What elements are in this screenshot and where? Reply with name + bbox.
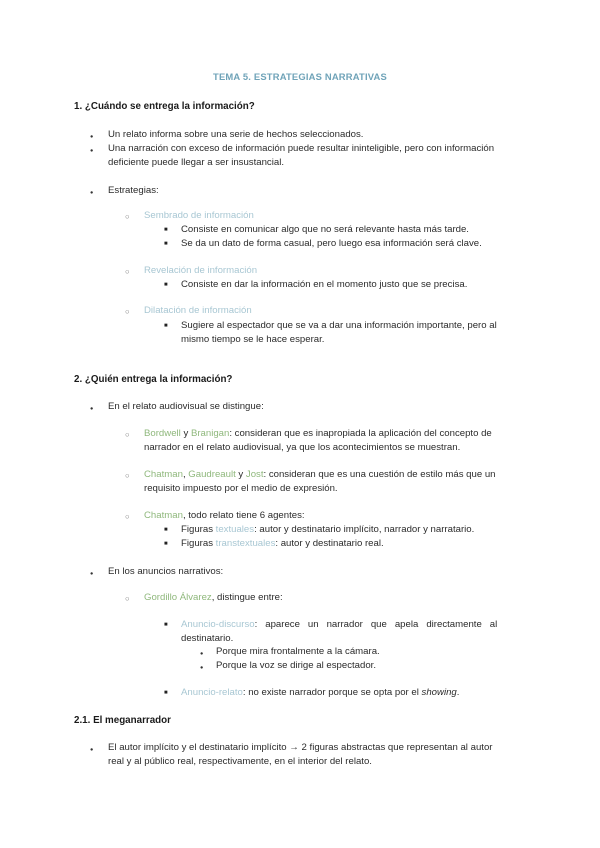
author-bordwell: Bordwell bbox=[144, 428, 181, 439]
square-bullet-icon bbox=[164, 224, 168, 237]
circle-bullet-icon bbox=[125, 210, 130, 223]
bullet-icon bbox=[90, 129, 93, 144]
bullet-icon bbox=[90, 566, 93, 581]
cgj-text: : consideran que es una cuestión de estilo más que un bbox=[263, 469, 496, 480]
circle-bullet-icon bbox=[125, 592, 130, 605]
chatman-agents bbox=[144, 509, 305, 522]
bordwell-branigan-text: : consideran que es inapropiada la aplicación del concepto de bbox=[229, 428, 492, 439]
s2-bullet-2: En los anuncios narrativos: bbox=[108, 566, 224, 577]
section-1-heading: 1. ¿Cuándo se entrega la información? bbox=[74, 101, 255, 112]
section-2-heading: 2. ¿Quién entrega la información? bbox=[74, 374, 233, 385]
author-chatman: Chatman bbox=[144, 469, 183, 480]
section-2-1-heading: 2.1. El meganarrador bbox=[74, 715, 171, 726]
bullet-icon bbox=[90, 143, 93, 158]
author-branigan: Branigan bbox=[190, 428, 230, 439]
author-gordillo: Gordillo Álvarez bbox=[144, 592, 212, 603]
figuras-textuales-text: : autor y destinatario implícito, narrador y narratario. bbox=[254, 524, 475, 535]
page-title: TEMA 5. ESTRATEGIAS NARRATIVAS bbox=[213, 71, 387, 82]
circle-bullet-icon bbox=[125, 510, 130, 523]
dilatacion-item-1-line-2: mismo tiempo se le hace esperar. bbox=[181, 334, 325, 345]
figuras-label: Figuras bbox=[181, 524, 216, 535]
term-dilatacion: Dilatación de información bbox=[144, 305, 252, 316]
chatman-gaudreault-jost-line-2: requisito impuesto por el medio de expresión. bbox=[144, 483, 338, 494]
square-bullet-icon bbox=[164, 524, 168, 537]
square-bullet-icon bbox=[164, 687, 168, 700]
s2-bullet-1: En el relato audiovisual se distingue: bbox=[108, 401, 264, 412]
anuncio-discurso-item-2: Porque la voz se dirige al espectador. bbox=[216, 660, 376, 671]
author-gaudreault: Gaudreault bbox=[188, 469, 236, 480]
bullet-icon bbox=[90, 742, 93, 757]
revelacion-item-1: Consiste en dar la información en el momento justo que se precisa. bbox=[181, 279, 468, 290]
chatman-agents-text: , todo relato tiene 6 agentes: bbox=[182, 510, 305, 521]
bullet-icon bbox=[200, 660, 203, 675]
gordillo-line bbox=[144, 591, 283, 604]
figuras-textuales bbox=[181, 523, 474, 536]
term-transtextuales: transtextuales bbox=[215, 538, 276, 549]
s1-bullet-1: Un relato informa sobre una serie de hechos seleccionados. bbox=[108, 129, 364, 140]
anuncio-relato-line bbox=[181, 686, 459, 699]
period: . bbox=[456, 687, 460, 698]
anuncio-discurso-line-1 bbox=[181, 618, 497, 631]
square-bullet-icon bbox=[164, 279, 168, 292]
term-textuales: textuales bbox=[215, 524, 255, 535]
term-showing: showing bbox=[421, 687, 457, 698]
conjunction: y bbox=[235, 469, 246, 480]
circle-bullet-icon bbox=[125, 265, 130, 278]
figuras-transtextuales bbox=[181, 537, 384, 550]
dilatacion-item-1-line-1: Sugiere al espectador que se va a dar una información importante, pero al bbox=[181, 320, 497, 331]
term-anuncio-discurso: Anuncio-discurso bbox=[181, 619, 255, 630]
circle-bullet-icon bbox=[125, 305, 130, 318]
author-jost: Jost bbox=[245, 469, 264, 480]
chatman-gaudreault-jost-line-1 bbox=[144, 468, 496, 481]
sembrado-item-2: Se da un dato de forma casual, pero luego esa información será clave. bbox=[181, 238, 482, 249]
term-revelacion: Revelación de información bbox=[144, 265, 258, 276]
gordillo-text: , distingue entre: bbox=[211, 592, 283, 603]
comma: , bbox=[182, 469, 189, 480]
anuncio-discurso-line-2: destinatario. bbox=[181, 633, 234, 644]
bullet-icon bbox=[90, 185, 93, 200]
s1-bullet-2-line-1: Una narración con exceso de información puede resultar ininteligible, pero con información bbox=[108, 143, 495, 154]
anuncio-discurso-item-1: Porque mira frontalmente a la cámara. bbox=[216, 646, 380, 657]
anuncio-relato-text: : no existe narrador porque se opta por el bbox=[242, 687, 422, 698]
square-bullet-icon bbox=[164, 320, 168, 333]
s1-bullet-2-line-2: deficiente puede llegar a ser insustancial. bbox=[108, 157, 284, 168]
term-anuncio-relato: Anuncio-relato bbox=[181, 687, 243, 698]
bordwell-branigan-line-1 bbox=[144, 427, 492, 440]
s1-bullet-3: Estrategias: bbox=[108, 185, 159, 196]
bordwell-branigan-line-2: narrador en el relato audiovisual, ya que los acontecimientos se muestran. bbox=[144, 442, 461, 453]
s21-bullet-1-line-2: real y al público real, respectivamente, en el interior del relato. bbox=[108, 756, 372, 767]
s21-bullet-1-line-1: El autor implícito y el destinatario implícito → 2 figuras abstractas que representan al autor bbox=[108, 742, 493, 753]
conjunction: y bbox=[180, 428, 191, 439]
figuras-transtextuales-text: : autor y destinatario real. bbox=[275, 538, 384, 549]
anuncio-discurso-text: : aparece un narrador que apela directamente al bbox=[254, 619, 498, 630]
circle-bullet-icon bbox=[125, 469, 130, 482]
author-chatman-2: Chatman bbox=[144, 510, 183, 521]
sembrado-item-1: Consiste en comunicar algo que no será relevante hasta más tarde. bbox=[181, 224, 469, 235]
square-bullet-icon bbox=[164, 238, 168, 251]
square-bullet-icon bbox=[164, 538, 168, 551]
square-bullet-icon bbox=[164, 619, 168, 632]
bullet-icon bbox=[200, 646, 203, 661]
figuras-label: Figuras bbox=[181, 538, 216, 549]
term-sembrado: Sembrado de información bbox=[144, 210, 254, 221]
circle-bullet-icon bbox=[125, 428, 130, 441]
bullet-icon bbox=[90, 401, 93, 416]
